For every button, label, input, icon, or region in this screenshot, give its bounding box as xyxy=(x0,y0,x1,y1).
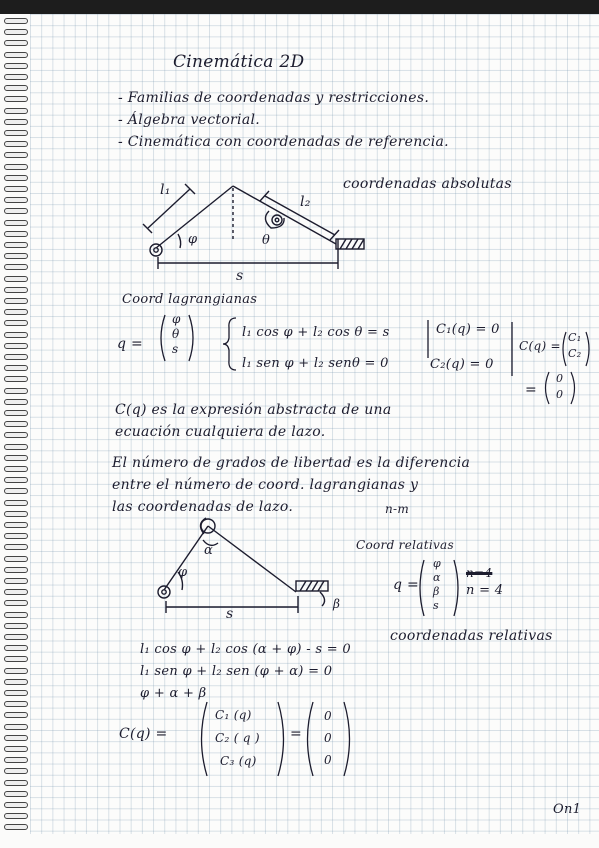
binding-coil xyxy=(4,63,28,69)
binding-coil xyxy=(4,40,28,46)
binding-coil xyxy=(4,802,28,808)
binding-coil xyxy=(4,690,28,696)
label-l1: l₁ xyxy=(160,182,171,198)
q-rel-phi: φ xyxy=(433,557,442,570)
relative-heading: Coord relativas xyxy=(356,538,454,552)
binding-coil xyxy=(4,52,28,58)
binding-coil xyxy=(4,645,28,651)
binding-coil xyxy=(4,388,28,394)
page-number: On1 xyxy=(553,802,582,817)
binding-coil xyxy=(4,556,28,562)
binding-coil xyxy=(4,488,28,494)
cq-vector-c2: C₂ xyxy=(568,347,582,360)
binding-coil xyxy=(4,444,28,450)
equals-sign: = xyxy=(525,382,538,398)
label-s-2: s xyxy=(226,606,234,622)
paragraph-1-line-2: ecuación cualquiera de lazo. xyxy=(115,424,326,440)
binding-coil xyxy=(4,410,28,416)
binding-coil xyxy=(4,746,28,752)
binding-coil xyxy=(4,533,28,539)
lagrangian-heading: Coord lagrangianas xyxy=(122,292,258,307)
label-phi: φ xyxy=(188,232,198,247)
cq-rel-label: C(q) = xyxy=(119,726,168,742)
zero-rel-1: 0 xyxy=(324,731,332,745)
binding-coil xyxy=(4,242,28,248)
paragraph-2-line-1: El número de grados de libertad es la diferencia xyxy=(112,455,471,471)
binding-coil xyxy=(4,18,28,24)
binding-coil xyxy=(4,220,28,226)
label-phi-2: φ xyxy=(178,565,188,580)
binding-coil xyxy=(4,343,28,349)
constraint-equation-1: l₁ cos φ + l₂ cos θ = s xyxy=(242,325,390,340)
spiral-binding xyxy=(0,14,30,834)
paragraph-1-line-1: C(q) es la expresión abstracta de una xyxy=(115,402,392,418)
binding-coil xyxy=(4,175,28,181)
binding-coil xyxy=(4,813,28,819)
q-rel-label: q = xyxy=(393,577,420,593)
topic-item-1: - Familias de coordenadas y restricciones. xyxy=(118,90,430,106)
binding-coil xyxy=(4,578,28,584)
binding-coil xyxy=(4,253,28,259)
binding-coil xyxy=(4,668,28,674)
binding-coil xyxy=(4,455,28,461)
struck-n-value: n=4 xyxy=(466,566,493,580)
binding-coil xyxy=(4,791,28,797)
q-rel-beta: β xyxy=(433,585,440,598)
cq-label: C(q) = xyxy=(519,339,561,353)
cq-rel-c2: C₂ ( q ) xyxy=(215,731,260,745)
q-rel-alpha: α xyxy=(433,571,441,584)
binding-coil xyxy=(4,231,28,237)
binding-coil xyxy=(4,679,28,685)
topic-item-2: - Álgebra vectorial. xyxy=(118,112,261,128)
binding-coil xyxy=(4,768,28,774)
relative-coordinates-title: coordenadas relativas xyxy=(390,628,553,644)
q-vector-theta: θ xyxy=(172,327,180,341)
binding-coil xyxy=(4,276,28,282)
constraint-c2: C₂(q) = 0 xyxy=(430,357,494,372)
zero-vector-0: 0 xyxy=(556,372,564,385)
binding-coil xyxy=(4,780,28,786)
separators xyxy=(420,318,520,400)
relative-equation-1: l₁ cos φ + l₂ cos (α + φ) - s = 0 xyxy=(140,642,351,657)
absolute-coordinates-heading: coordenadas absolutas xyxy=(343,176,512,192)
page-title: Cinemática 2D xyxy=(173,52,305,72)
binding-coil xyxy=(4,612,28,618)
label-l2: l₂ xyxy=(300,194,311,210)
q-rel-s: s xyxy=(433,599,439,612)
binding-coil xyxy=(4,600,28,606)
binding-coil xyxy=(4,399,28,405)
binding-coil xyxy=(4,298,28,304)
binding-coil xyxy=(4,96,28,102)
binding-coil xyxy=(4,757,28,763)
binding-coil xyxy=(4,130,28,136)
binding-coil xyxy=(4,544,28,550)
binding-coil xyxy=(4,589,28,595)
binding-coil xyxy=(4,164,28,170)
binding-coil xyxy=(4,421,28,427)
label-beta: β xyxy=(333,597,341,611)
paragraph-2-line-3: las coordenadas de lazo. xyxy=(112,499,294,515)
binding-coil xyxy=(4,511,28,517)
binding-coil xyxy=(4,712,28,718)
binding-coil xyxy=(4,634,28,640)
binding-coil xyxy=(4,365,28,371)
link-1 xyxy=(164,526,208,590)
zero-vector-1: 0 xyxy=(556,388,564,401)
binding-coil xyxy=(4,332,28,338)
zero-rel-0: 0 xyxy=(324,709,332,723)
cq-rel-c1: C₁ (q) xyxy=(215,708,252,722)
binding-coil xyxy=(4,567,28,573)
binding-coil xyxy=(4,735,28,741)
binding-coil xyxy=(4,320,28,326)
binding-coil xyxy=(4,701,28,707)
binding-coil xyxy=(4,354,28,360)
binding-coil xyxy=(4,29,28,35)
relative-equation-3: φ + α + β xyxy=(140,686,207,701)
constraint-c1: C₁(q) = 0 xyxy=(436,322,500,337)
topic-item-3: - Cinemática con coordenadas de referencia. xyxy=(118,134,449,150)
n-minus-m: n-m xyxy=(385,502,410,516)
binding-coil xyxy=(4,141,28,147)
system-brace xyxy=(222,316,238,372)
label-alpha: α xyxy=(204,543,214,558)
linkage-diagram-absolute xyxy=(140,175,380,280)
link-l2 xyxy=(233,186,336,244)
binding-coil xyxy=(4,623,28,629)
page-top-edge xyxy=(0,0,599,14)
link-2 xyxy=(208,526,296,592)
binding-coil xyxy=(4,186,28,192)
cq-rel-c3: C₃ (q) xyxy=(220,754,257,768)
binding-coil xyxy=(4,119,28,125)
q-vector-s: s xyxy=(172,342,179,356)
binding-coil xyxy=(4,264,28,270)
binding-coil xyxy=(4,287,28,293)
q-vector-label: q = xyxy=(117,336,144,352)
binding-coil xyxy=(4,500,28,506)
relative-equation-2: l₁ sen φ + l₂ sen (φ + α) = 0 xyxy=(140,664,333,679)
binding-coil xyxy=(4,522,28,528)
binding-coil xyxy=(4,724,28,730)
zero-rel-2: 0 xyxy=(324,753,332,767)
equals-sign-2: = xyxy=(290,726,303,742)
binding-coil xyxy=(4,309,28,315)
binding-coil xyxy=(4,466,28,472)
binding-coil xyxy=(4,477,28,483)
binding-coil xyxy=(4,376,28,382)
binding-coil xyxy=(4,656,28,662)
q-vector-phi: φ xyxy=(172,312,181,326)
label-theta: θ xyxy=(262,233,271,248)
binding-coil xyxy=(4,85,28,91)
binding-coil xyxy=(4,74,28,80)
binding-coil xyxy=(4,432,28,438)
label-s: s xyxy=(236,268,244,284)
n-equals-4: n = 4 xyxy=(466,583,504,598)
cq-vector-c1: C₁ xyxy=(568,331,582,344)
binding-coil xyxy=(4,208,28,214)
binding-coil xyxy=(4,108,28,114)
binding-coil xyxy=(4,197,28,203)
binding-coil xyxy=(4,824,28,830)
paragraph-2-line-2: entre el número de coord. lagrangianas y xyxy=(112,477,419,493)
binding-coil xyxy=(4,152,28,158)
constraint-equation-2: l₁ sen φ + l₂ senθ = 0 xyxy=(242,356,389,371)
